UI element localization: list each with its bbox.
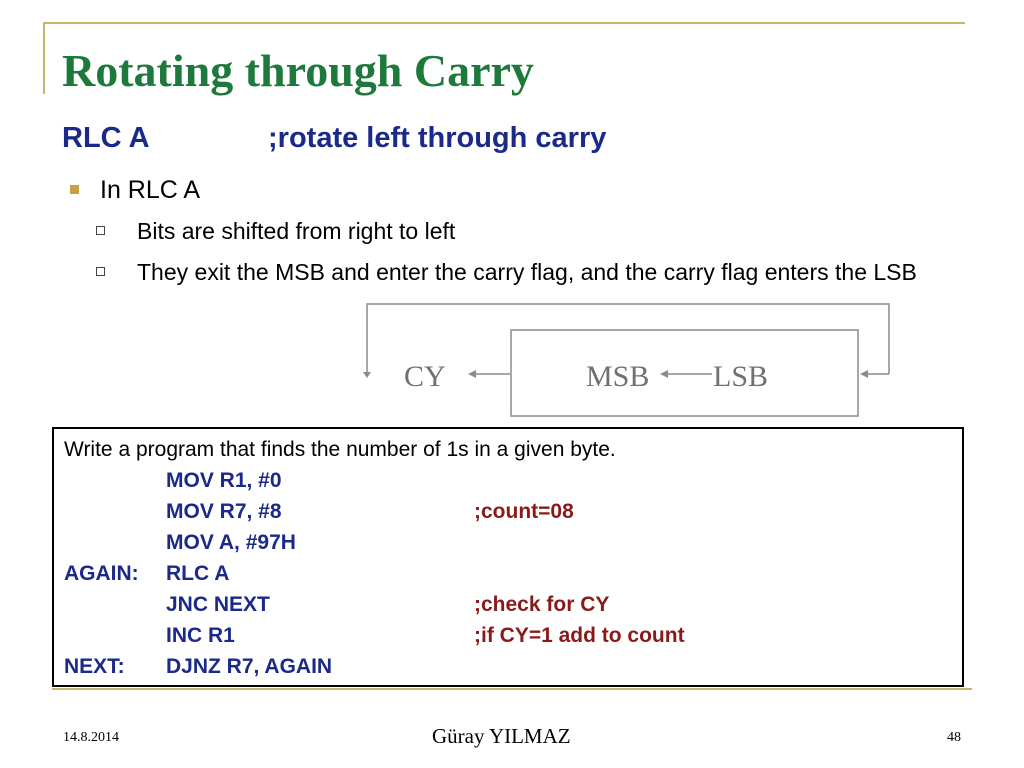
cy-label: CY: [404, 360, 446, 393]
frame-left-line: [43, 22, 45, 94]
code-comment: ;check for CY: [474, 593, 610, 616]
code-comment: ;if CY=1 add to count: [474, 624, 685, 647]
code-instruction: MOV R1, #0: [166, 469, 282, 492]
code-instruction: INC R1: [166, 624, 235, 647]
lsb-label: LSB: [713, 360, 769, 393]
code-instruction: MOV A, #97H: [166, 531, 296, 554]
subtitle-instruction: RLC A: [62, 122, 150, 154]
arrowhead-icon: [468, 370, 476, 378]
frame-top-line: [43, 22, 965, 24]
sub-bullet-text: Bits are shifted from right to left: [137, 218, 456, 244]
register-box: [511, 330, 858, 416]
slide-subtitle: [62, 122, 607, 155]
hollow-square-bullet-icon: [96, 267, 105, 276]
arrowhead-icon: [363, 372, 371, 378]
code-label: AGAIN:: [64, 562, 139, 585]
msb-label: MSB: [586, 360, 650, 393]
footer-author: Güray YILMAZ: [432, 724, 571, 748]
frame-bottom-line: [52, 688, 972, 690]
code-label: NEXT:: [64, 655, 125, 678]
program-description: Write a program that finds the number of 1s in a given byte.: [64, 438, 616, 461]
sub-bullet-text: They exit the MSB and enter the carry flag, and the carry flag enters the LSB: [137, 259, 917, 285]
code-instruction: JNC NEXT: [166, 593, 270, 616]
footer-date: 14.8.2014: [63, 730, 119, 745]
code-box: [52, 427, 964, 687]
code-comment: ;count=08: [474, 500, 574, 523]
hollow-square-bullet-icon: [96, 226, 105, 235]
subtitle-comment: ;rotate left through carry: [268, 122, 607, 154]
slide-title: Rotating through Carry: [62, 45, 534, 96]
rotate-diagram: [360, 296, 900, 422]
code-instruction: DJNZ R7, AGAIN: [166, 655, 333, 678]
code-instruction: RLC A: [166, 562, 230, 585]
page-number: 48: [947, 730, 961, 745]
bullet-text: In RLC A: [100, 176, 201, 204]
code-instruction: MOV R7, #8: [166, 500, 282, 523]
square-bullet-icon: [70, 185, 79, 194]
arrowhead-icon: [860, 370, 868, 378]
